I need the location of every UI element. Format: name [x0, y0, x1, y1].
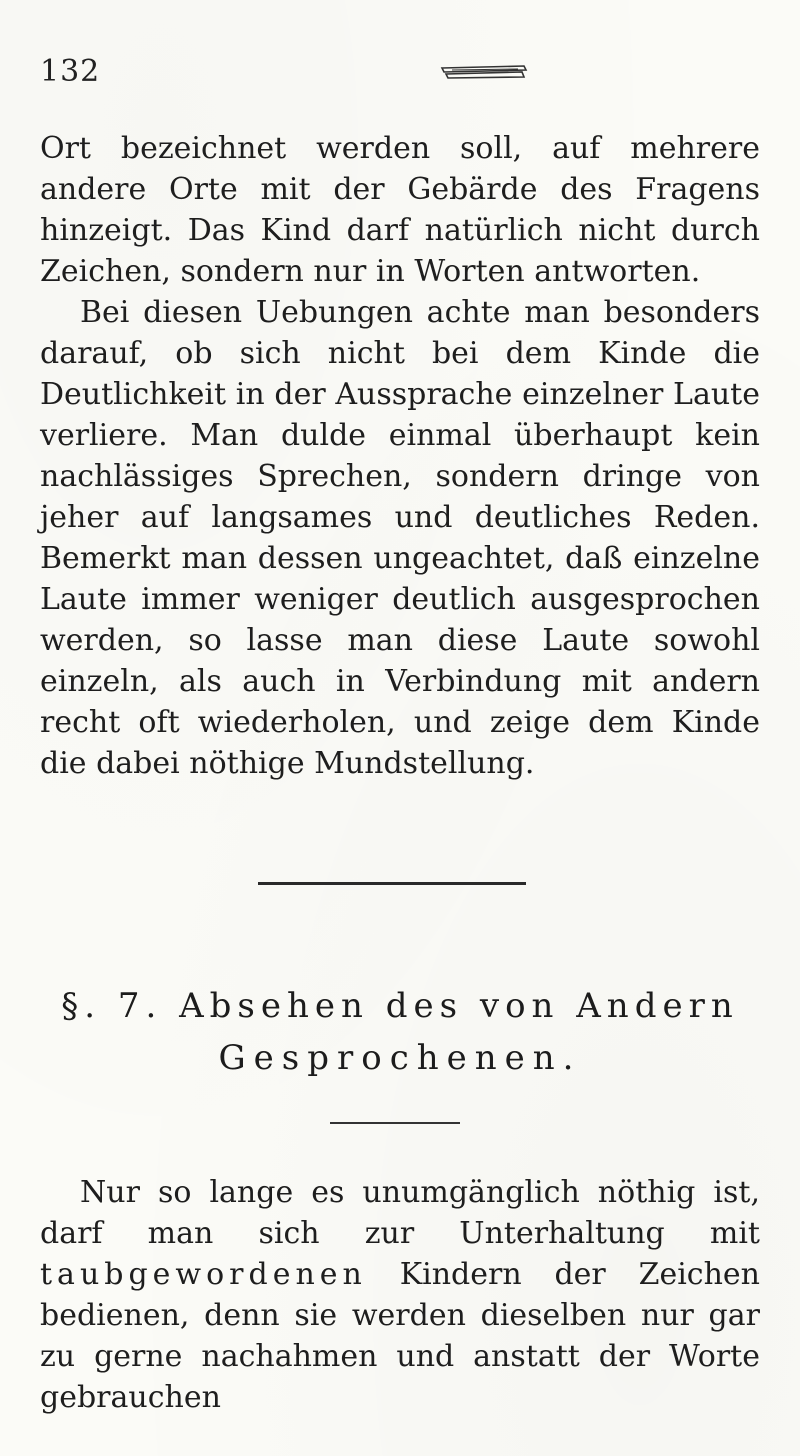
- paragraph-text-part: Kindern der Zeichen bedienen, denn sie werden dieselben nur gar zu gerne nachahmen und anstatt der Worte gebrauchen: [40, 1257, 760, 1415]
- section-heading-line-2: Gesprochenen.: [218, 1038, 582, 1078]
- heading-underline: [330, 1122, 460, 1124]
- page-header: [40, 52, 760, 92]
- paragraph-text-part: Nur so lange es unumgänglich nöthig ist, darf man sich zur Unterhaltung mit: [40, 1175, 760, 1251]
- paragraph-continuation: [40, 128, 760, 784]
- page-number: 132: [40, 54, 101, 89]
- paragraph-text: Bei diesen Uebungen achte man besonders darauf, ob sich nicht bei dem Kinde die Deutlichkeit in der Aussprache einzelner Laute verliere. Man dulde einmal überhaupt kein nachlässiges Sprechen, sondern dringe von jeher auf langsames und deutliches Reden. Bemerkt man dessen ungeachtet, daß einzelne Laute immer weniger deutlich ausgesprochen werden, so lasse man diese Laute sowohl einzeln, als auch in Verbindung mit andern recht oft wiederholen, und zeige dem Kinde die dabei nöthige Mundstellung.: [40, 295, 760, 781]
- section-paragraph: [40, 1172, 760, 1418]
- header-ornament-icon: [438, 62, 530, 82]
- section-heading-line-1: §. 7. Absehen des von Andern: [61, 986, 739, 1026]
- section-heading: [40, 980, 760, 1084]
- section-divider: [258, 882, 526, 885]
- paragraph-text: [40, 1172, 760, 1418]
- paragraph-text: Ort bezeichnet werden soll, auf mehrere andere Orte mit der Gebärde des Fragens hinzeigt. Das Kind darf natürlich nicht durch Zeichen, sondern nur in Worten antworten.: [40, 131, 760, 289]
- emphasized-word: taubgewordenen: [40, 1257, 367, 1292]
